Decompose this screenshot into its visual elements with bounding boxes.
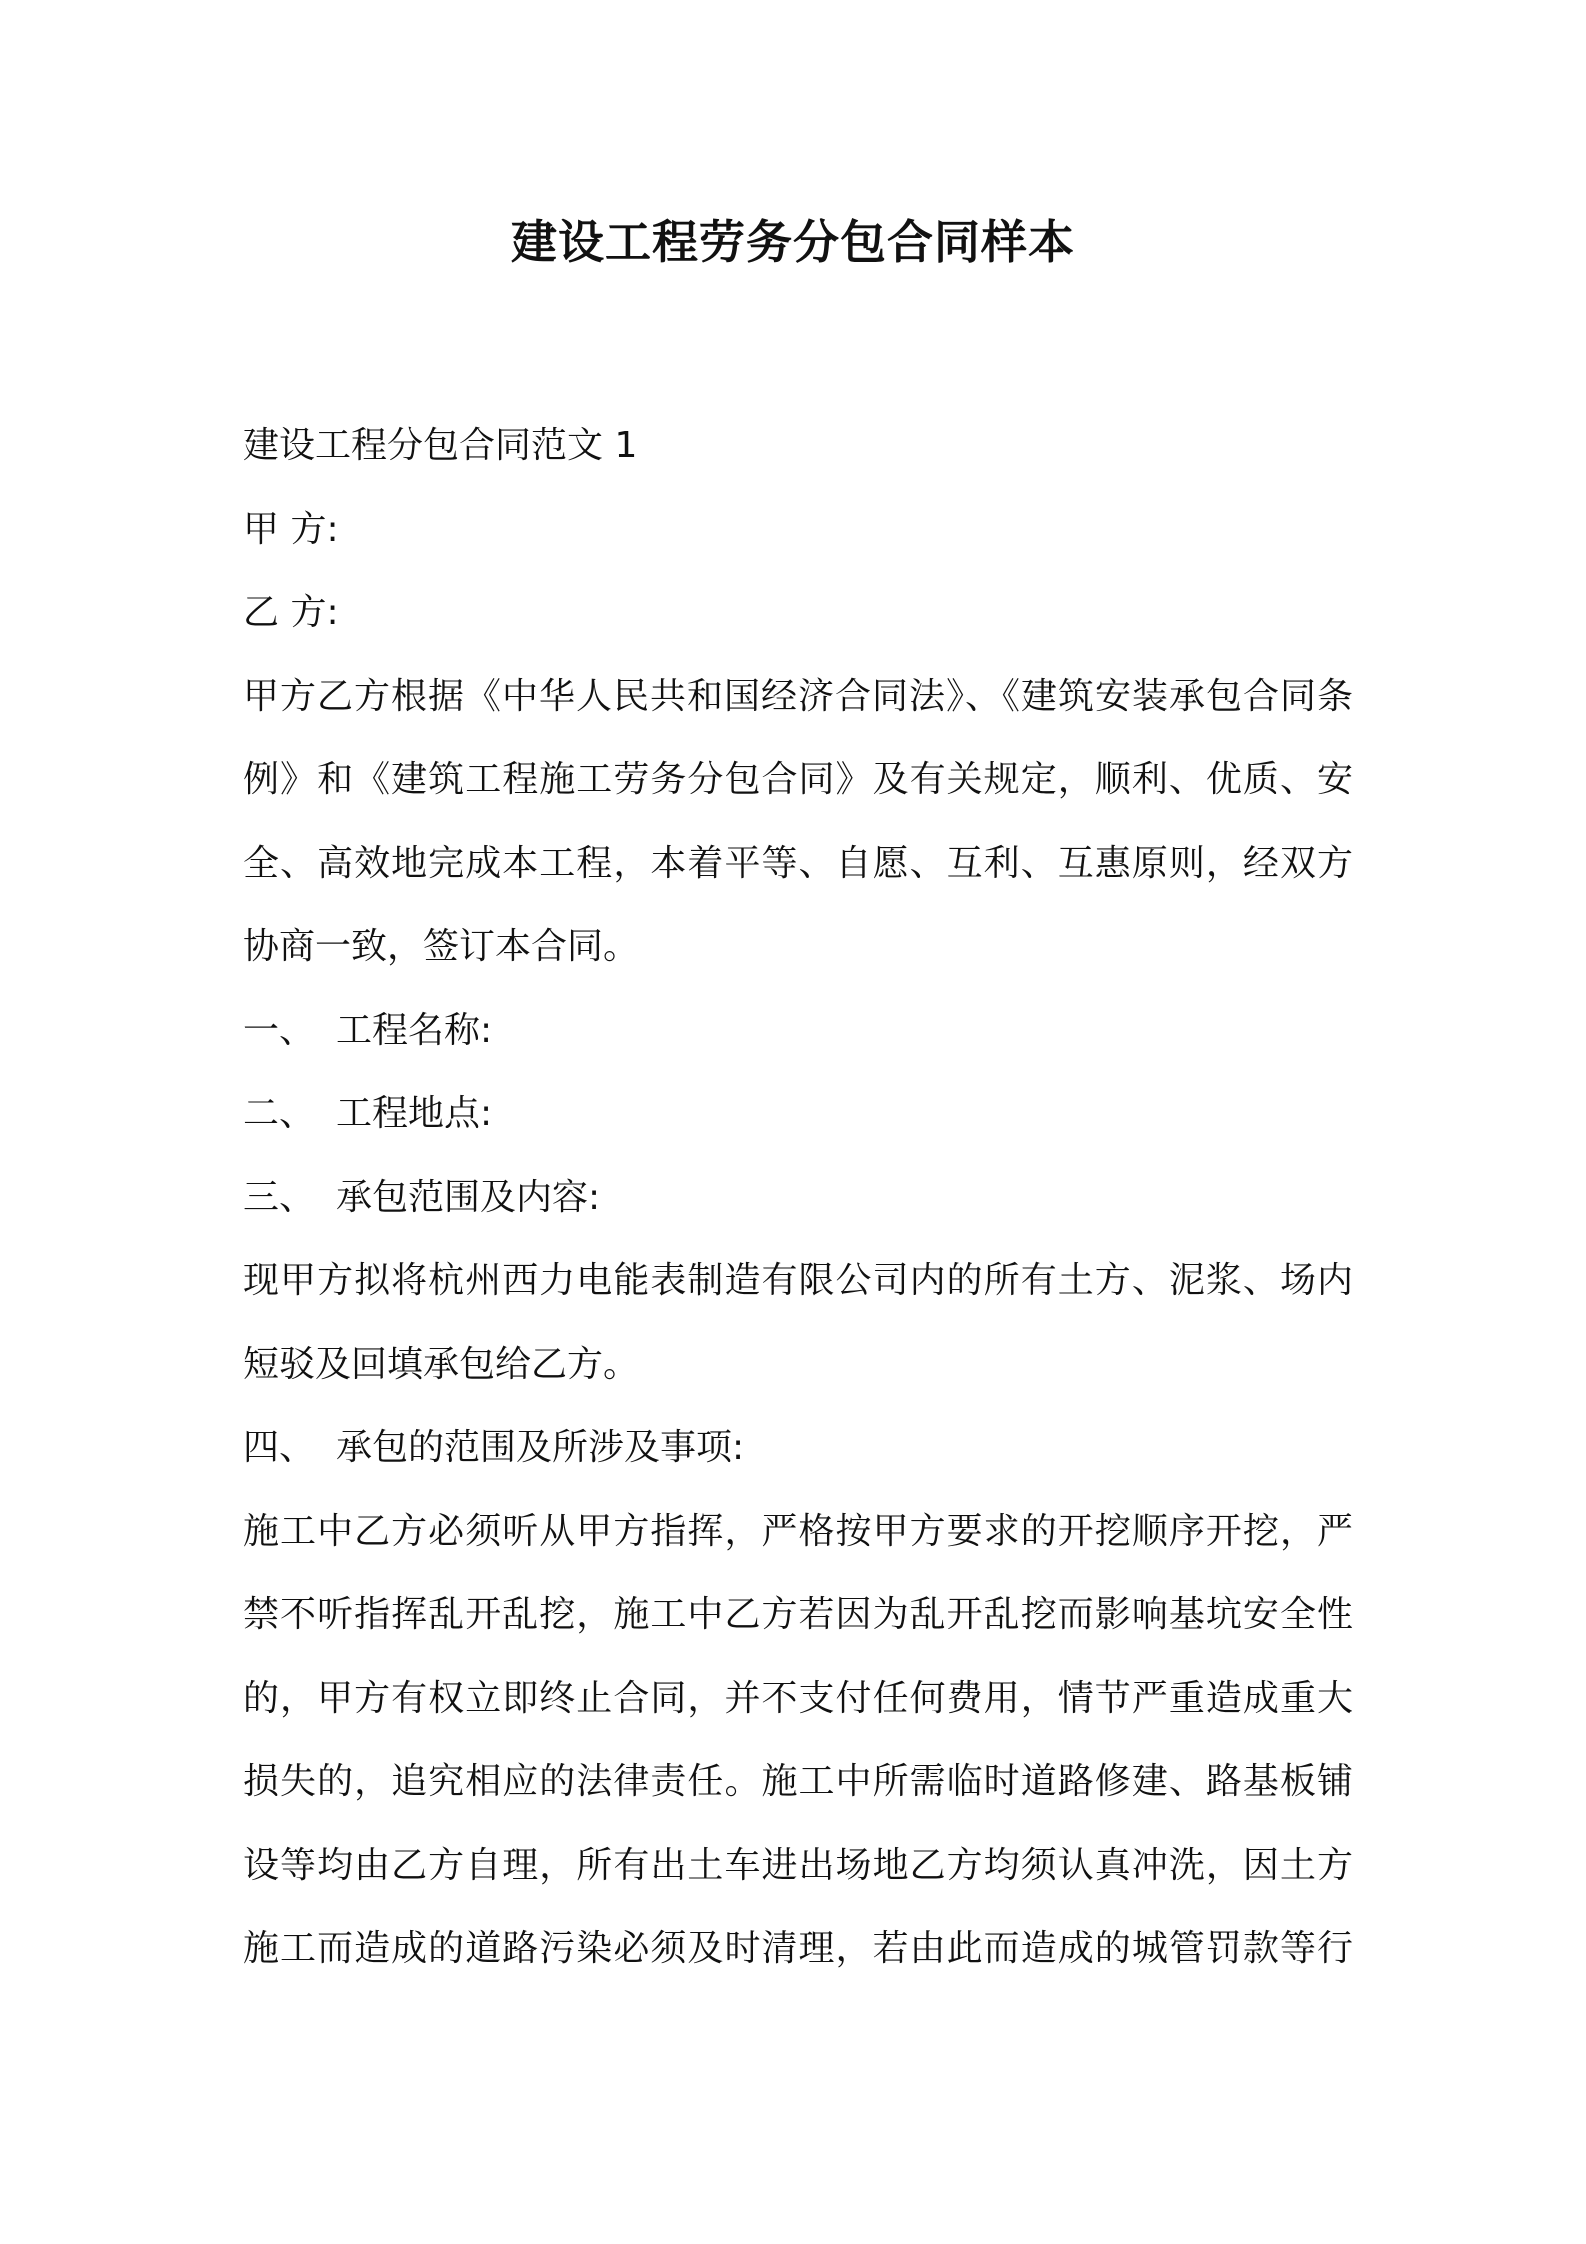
section-label: 工程名称: <box>336 1009 493 1051</box>
matters-line: 施工而造成的道路污染必须及时清理，若由此而造成的城管罚款等行 <box>243 1928 1353 1969</box>
section-heading-scope <box>243 1156 1353 1240</box>
section-heading-project-location <box>243 1072 1353 1156</box>
section-heading-matters <box>243 1406 1353 1490</box>
section-number: 三、 <box>243 1176 316 1218</box>
contract-subtitle: 建设工程分包合同范文 1 <box>243 425 638 466</box>
section-label: 工程地点: <box>336 1093 493 1134</box>
matters-line: 禁不听指挥乱开乱挖，施工中乙方若因为乱开乱挖而影响基坑安全性 <box>243 1594 1353 1635</box>
intro-line: 甲方乙方根据《中华人民共和国经济合同法》、《建筑安装承包合同条 <box>243 675 1353 717</box>
document-body <box>243 404 1353 1991</box>
intro-line: 例》和《建筑工程施工劳务分包合同》及有关规定，顺利、优质、安 <box>243 759 1353 800</box>
scope-line: 短驳及回填承包给乙方。 <box>243 1343 640 1385</box>
intro-line: 协商一致，签订本合同。 <box>243 926 640 967</box>
matters-line: 的，甲方有权立即终止合同，并不支付任何费用，情节严重造成重大 <box>243 1677 1353 1719</box>
intro-line: 全、高效地完成本工程，本着平等、自愿、互利、互惠原则，经双方 <box>243 842 1353 884</box>
matters-line: 施工中乙方必须听从甲方指挥，严格按甲方要求的开挖顺序开挖，严 <box>243 1510 1353 1552</box>
section-number: 一、 <box>243 1009 316 1051</box>
section-number: 二、 <box>243 1093 316 1134</box>
party-a-line: 甲 方: <box>243 508 339 550</box>
document-title: 建设工程劳务分包合同样本 <box>511 215 1075 269</box>
section-label: 承包范围及内容: <box>336 1176 601 1218</box>
section-label: 承包的范围及所涉及事项: <box>336 1427 745 1468</box>
matters-line: 损失的，追究相应的法律责任。施工中所需临时道路修建、路基板铺 <box>243 1761 1353 1802</box>
scope-line: 现甲方拟将杭州西力电能表制造有限公司内的所有土方、泥浆、场内 <box>243 1260 1353 1301</box>
party-b-line: 乙 方: <box>243 592 339 633</box>
matters-line: 设等均由乙方自理，所有出土车进出场地乙方均须认真冲洗，因土方 <box>243 1844 1353 1886</box>
section-heading-project-name <box>243 989 1353 1073</box>
section-number: 四、 <box>243 1427 316 1468</box>
